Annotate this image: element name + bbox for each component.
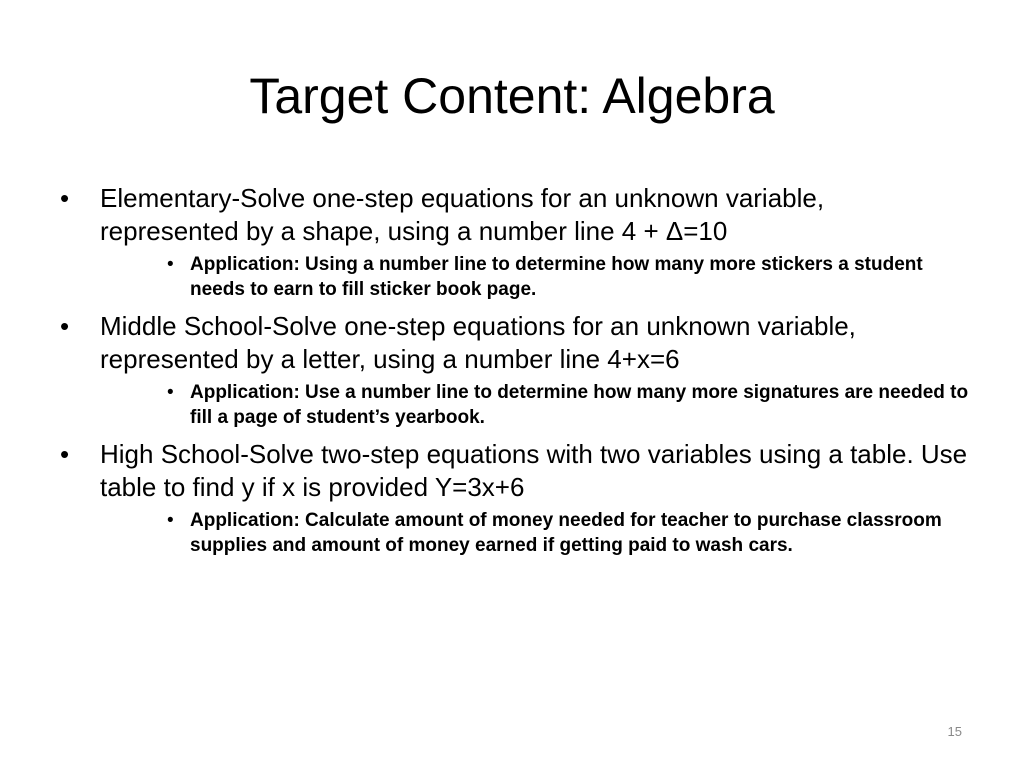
sub-bullet-dot-icon: • <box>167 382 174 403</box>
bullet-dot-icon: • <box>60 183 70 213</box>
bullet-text: High School-Solve two-step equations with two variables using a table. Use table to find y if x is provided Y=3x+6 <box>100 439 968 502</box>
sub-bullet-text: Application: Use a number line to determine how many more signatures are needed to fill a page of student’s yearbook. <box>190 382 969 428</box>
bullet-dot-icon: • <box>60 311 70 341</box>
slide-number: 15 <box>947 724 962 739</box>
bullet-elementary <box>60 182 970 248</box>
sub-bullet-high-school-application <box>60 508 970 558</box>
slide-title: Target Content: Algebra <box>249 68 775 124</box>
sub-bullet-dot-icon: • <box>167 510 174 531</box>
sub-bullet-elementary-application <box>60 252 970 302</box>
sub-bullet-dot-icon: • <box>167 254 174 275</box>
sub-bullet-text: Application: Using a number line to determine how many more stickers a student needs to earn to fill sticker book page. <box>190 254 923 300</box>
sub-bullet-text: Application: Calculate amount of money needed for teacher to purchase classroom supplies and amount of money earned if getting paid to wash cars. <box>190 510 942 556</box>
sub-bullet-middle-school-application <box>60 380 970 430</box>
slide-content <box>60 182 970 566</box>
bullet-text: Elementary-Solve one-step equations for an unknown variable, represented by a shape, using a number line 4 + Δ=10 <box>100 183 825 246</box>
bullet-text: Middle School-Solve one-step equations for an unknown variable, represented by a letter, using a number line 4+x=6 <box>100 311 856 374</box>
bullet-high-school <box>60 438 970 504</box>
bullet-dot-icon: • <box>60 439 70 469</box>
bullet-middle-school <box>60 310 970 376</box>
